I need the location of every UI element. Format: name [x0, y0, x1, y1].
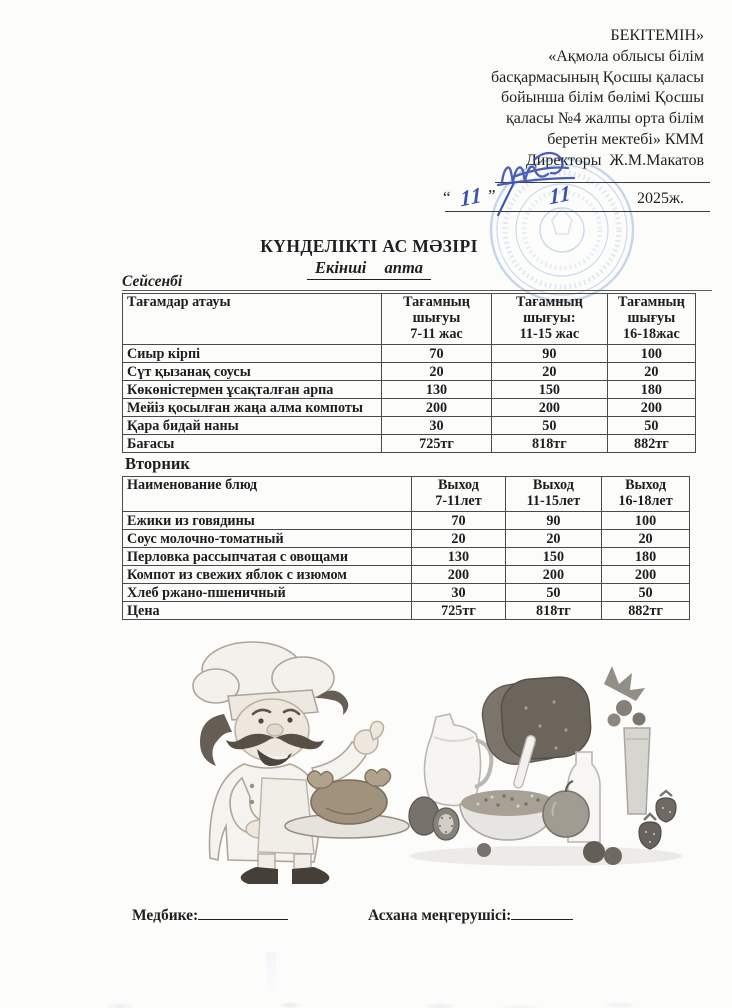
nurse-label: Медбике:	[132, 907, 199, 924]
nurse-signature-field	[132, 906, 288, 925]
day-heading-russian: Вторник	[125, 454, 190, 473]
portion-cell: 200	[412, 566, 506, 584]
portion-cell: 200	[607, 399, 695, 417]
table-row	[123, 381, 696, 399]
portion-cell: 150	[492, 381, 608, 399]
table-row	[123, 399, 696, 417]
portion-cell: 70	[412, 512, 506, 530]
portion-cell: 180	[602, 548, 690, 566]
price-label-cell: Цена	[123, 602, 412, 620]
handwritten-day: 11	[459, 181, 483, 212]
portion-cell: 200	[602, 566, 690, 584]
dish-name-cell: Қара бидай наны	[123, 417, 382, 435]
portion-cell: 200	[492, 399, 608, 417]
table-row	[123, 512, 690, 530]
header-line: Тағамның	[515, 294, 583, 310]
portion-cell: 90	[505, 512, 601, 530]
portion-cell: 200	[505, 566, 601, 584]
header-line: 16-18лет	[618, 493, 673, 509]
portion-cell: 100	[602, 512, 690, 530]
table-row	[123, 363, 696, 381]
portion-cell: 50	[602, 584, 690, 602]
column-header-dish: Наименование блюд	[123, 477, 412, 512]
column-header-age1	[381, 294, 491, 345]
header-line: 7-11 жас	[410, 326, 463, 342]
header-line: Выход	[625, 477, 667, 493]
approval-line: БЕКІТЕМІН»	[610, 27, 704, 44]
column-header-age1	[412, 477, 506, 512]
portion-cell: 180	[607, 381, 695, 399]
table-row	[123, 566, 690, 584]
milk-glass	[624, 728, 650, 814]
dish-name-cell: Хлеб ржано-пшеничный	[123, 584, 412, 602]
week-subtitle: Екінші апта	[307, 258, 431, 280]
dish-name-cell: Перловка рассыпчатая с овощами	[123, 548, 412, 566]
handwritten-month: 11	[548, 179, 572, 210]
header-line: 11-15лет	[526, 493, 581, 509]
dish-name-cell: Көкөністермен ұсақталған арпа	[123, 381, 382, 399]
column-header-age2	[505, 477, 601, 512]
portion-cell: 200	[381, 399, 491, 417]
nurse-signature-blank	[198, 906, 288, 920]
price-cell: 725тг	[381, 435, 491, 453]
date-close-quote: ”	[488, 186, 496, 205]
column-header-dish: Тағамдар атауы	[123, 294, 382, 345]
portion-cell: 20	[607, 363, 695, 381]
table-row	[123, 345, 696, 363]
scan-edge-smudge	[0, 996, 732, 1008]
header-line: 7-11лет	[435, 493, 482, 509]
header-line: 11-15 жас	[519, 326, 580, 342]
director-name-line: Директоры Ж.М.Макатов	[525, 151, 704, 169]
date-underline	[445, 211, 710, 212]
dish-name-cell: Ежики из говядины	[123, 512, 412, 530]
header-line: 16-18жас	[622, 326, 680, 342]
price-cell: 882тг	[602, 602, 690, 620]
price-cell: 818тг	[505, 602, 601, 620]
header-line: шығуы:	[523, 310, 576, 326]
dish-name-cell: Мейіз қосылған жаңа алма компоты	[123, 399, 382, 417]
header-line: Выход	[437, 477, 479, 493]
portion-cell: 20	[492, 363, 608, 381]
approval-line: беретін мектебі» КММ	[547, 130, 704, 148]
table-header-row	[123, 294, 696, 345]
header-line: Тағамның	[617, 294, 685, 310]
price-cell: 725тг	[412, 602, 506, 620]
canteen-manager-signature-blank	[511, 906, 573, 920]
menu-table-kazakh	[122, 293, 696, 453]
portion-cell: 150	[505, 548, 601, 566]
canteen-manager-label: Асхана меңгерушісі:	[368, 907, 512, 924]
subtitle-wrap	[122, 258, 616, 280]
portion-cell: 50	[505, 584, 601, 602]
canteen-manager-signature-field	[368, 906, 573, 925]
portion-cell: 20	[412, 530, 506, 548]
price-row	[123, 602, 690, 620]
column-header-age3	[602, 477, 690, 512]
page-title: КҮНДЕЛІКТІ АС МӘЗІРІ	[260, 236, 478, 256]
dish-name-cell: Сиыр кірпі	[123, 345, 382, 363]
dish-name-cell: Компот из свежих яблок с изюмом	[123, 566, 412, 584]
table-row	[123, 584, 690, 602]
table-shadow	[410, 846, 682, 866]
portion-cell: 30	[381, 417, 491, 435]
price-label-cell: Бағасы	[123, 435, 382, 453]
header-line: шығуы	[412, 310, 461, 326]
price-cell: 882тг	[607, 435, 695, 453]
header-line: шығуы	[627, 310, 676, 326]
approval-line: бойынша білім бөлімі Қосшы	[501, 89, 704, 107]
date-open-quote: “	[443, 188, 451, 207]
header-line: Выход	[532, 477, 574, 493]
portion-cell: 70	[381, 345, 491, 363]
table-row	[123, 417, 696, 435]
day-heading-underline	[122, 290, 712, 291]
column-header-age2	[492, 294, 608, 345]
portion-cell: 20	[602, 530, 690, 548]
table-row	[123, 548, 690, 566]
portion-cell: 90	[492, 345, 608, 363]
dish-name-cell: Соус молочно-томатный	[123, 530, 412, 548]
table-row	[123, 530, 690, 548]
signature-icon	[490, 142, 600, 192]
healthy-food-photo	[398, 636, 688, 874]
price-cell: 818тг	[492, 435, 608, 453]
portion-cell: 20	[381, 363, 491, 381]
column-header-age3	[607, 294, 695, 345]
portion-cell: 20	[505, 530, 601, 548]
portion-cell: 130	[412, 548, 506, 566]
berry-cluster	[604, 666, 646, 727]
portion-cell: 130	[381, 381, 491, 399]
approval-line: «Ақмола облысы білім	[548, 47, 704, 65]
price-row	[123, 435, 696, 453]
approval-line: басқармасының Қосшы қаласы	[490, 68, 704, 86]
portion-cell: 50	[492, 417, 608, 435]
scan-artifact	[266, 952, 276, 998]
portion-cell: 100	[607, 345, 695, 363]
menu-table-russian	[122, 476, 690, 620]
dish-name-cell: Сүт қызанақ соусы	[123, 363, 382, 381]
date-year: 2025ж.	[637, 190, 685, 207]
milk-jug	[424, 714, 491, 806]
portion-cell: 50	[607, 417, 695, 435]
portion-cell: 30	[412, 584, 506, 602]
approval-line: қаласы №4 жалпы орта білім	[505, 110, 704, 128]
table-header-row	[123, 477, 690, 512]
header-line: Тағамның	[403, 294, 470, 310]
day-heading-kazakh: Сейсенбі	[122, 273, 183, 290]
